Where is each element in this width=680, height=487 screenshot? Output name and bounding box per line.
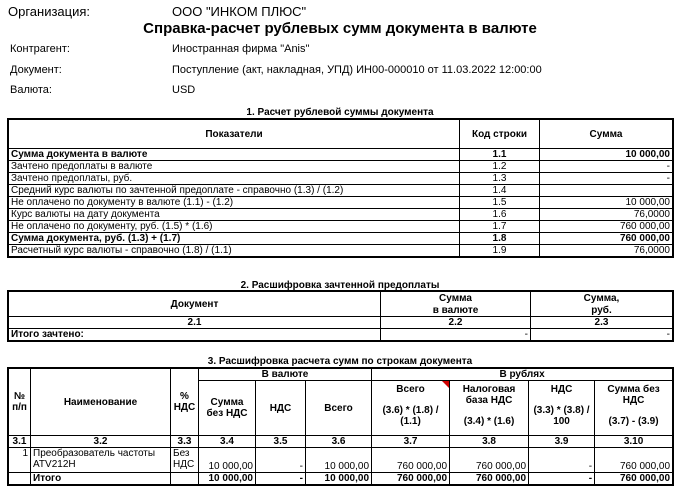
s1-row-code: 1.1: [460, 149, 540, 161]
s3-codes-row: [9, 436, 673, 448]
s3-total-vat-rate: [171, 473, 199, 485]
s2-col-sum-rub-2: руб.: [531, 304, 673, 317]
s1-row-sum: -: [540, 173, 673, 185]
s3-group-rub: В рублях: [372, 369, 673, 381]
s2-total-label: Итого зачтено:: [9, 329, 381, 341]
s3-col-num-2: п/п: [12, 402, 27, 413]
s1-row-code: 1.2: [460, 161, 540, 173]
s2-code-1: 2.1: [9, 317, 381, 329]
s1-row-label: Сумма документа, руб. (1.3) + (1.7): [9, 233, 460, 245]
s1-row-label: Не оплачено по документу в валюте (1.1) - (1.2): [9, 197, 460, 209]
s3-code-cell: 3.3: [171, 436, 199, 448]
s3-total-cur-novat: 10 000,00: [199, 473, 256, 485]
section1-title: 1. Расчет рублевой суммы документа: [246, 107, 434, 118]
s3-col-rub-novat: [595, 381, 673, 436]
document-value: Поступление (акт, накладная, УПД) ИН00-000010 от 11.03.2022 12:00:00: [172, 64, 542, 76]
s3-row-cur-vat: -: [256, 448, 306, 473]
s1-col-code: Код строки: [460, 120, 540, 149]
section2-title: 2. Расшифровка зачтенной предоплаты: [240, 280, 440, 291]
s3-total-label: Итого: [31, 473, 171, 485]
document-label: Документ:: [10, 64, 62, 76]
s3-row-rub-vat: -: [529, 448, 595, 473]
s3-code-cell: 3.9: [529, 436, 595, 448]
s3-row-cur-novat: 10 000,00: [199, 448, 256, 473]
s3-col-rub-vat: [529, 381, 595, 436]
s1-row-label: Сумма документа в валюте: [9, 149, 460, 161]
s1-row-code: 1.9: [460, 245, 540, 257]
s3-code-cell: 3.1: [9, 436, 31, 448]
s2-col-sum-currency-1: Сумма: [381, 292, 531, 305]
currency-value: USD: [172, 84, 196, 96]
s1-col-sum: Сумма: [540, 120, 673, 149]
s1-row-label: Зачтено предоплаты, руб.: [9, 173, 460, 185]
s1-row-sum: 760 000,00: [540, 221, 673, 233]
s3-col-rub-total: [372, 381, 450, 436]
s1-row-code: 1.5: [460, 197, 540, 209]
s1-row-code: 1.7: [460, 221, 540, 233]
section1-row: [9, 173, 673, 185]
s3-total-rub-vat: -: [529, 473, 595, 485]
s1-row-sum: 760 000,00: [540, 233, 673, 245]
s3-code-cell: 3.6: [306, 436, 372, 448]
comment-marker-icon: [442, 381, 449, 388]
s3-col-rub-novat-title: Сумма без НДС: [607, 384, 660, 406]
s2-total-currency: -: [381, 329, 531, 341]
s3-col-cur-vat: НДС: [256, 381, 306, 436]
s3-col-name: Наименование: [31, 369, 171, 436]
organization-label: Организация:: [8, 4, 91, 19]
s3-col-rub-total-formula: (3.6) * (1.8) / (1.1): [382, 405, 439, 427]
section2-table: [8, 291, 673, 341]
s3-row-rub-total: 760 000,00: [372, 448, 450, 473]
s3-code-cell: 3.8: [450, 436, 529, 448]
s3-row-vat-rate-1: Без: [173, 448, 190, 459]
s1-row-sum: 10 000,00: [540, 149, 673, 161]
s1-row-sum: 10 000,00: [540, 197, 673, 209]
s3-code-cell: 3.4: [199, 436, 256, 448]
s3-group-currency: В валюте: [199, 369, 372, 381]
s3-total-cur-total: 10 000,00: [306, 473, 372, 485]
s1-row-sum: -: [540, 161, 673, 173]
section1-row: [9, 185, 673, 197]
s3-code-cell: 3.10: [595, 436, 673, 448]
s3-total-rub-base: 760 000,00: [450, 473, 529, 485]
s2-code-3: 2.3: [531, 317, 673, 329]
s3-col-vat-rate: [171, 369, 199, 436]
s3-col-rub-base-title: Налоговая база НДС: [462, 384, 516, 406]
section1-row: [9, 209, 673, 221]
s1-row-sum: 76,0000: [540, 245, 673, 257]
s2-total-rub: -: [531, 329, 673, 341]
s3-col-vat-rate-1: %: [180, 391, 189, 402]
s3-col-rub-vat-title: НДС: [550, 384, 573, 395]
s2-col-sum-currency-2: в валюте: [381, 304, 531, 317]
s3-col-rub-total-title: Всего: [396, 384, 425, 395]
s1-row-label: Курс валюты на дату документа: [9, 209, 460, 221]
section1-row: [9, 221, 673, 233]
section1-table: [8, 119, 673, 257]
s3-total-rub-total: 760 000,00: [372, 473, 450, 485]
section3-title: 3. Расшифровка расчета сумм по строкам документа: [207, 356, 473, 367]
s1-row-label: Расчетный курс валюты - справочно (1.8) / (1.1): [9, 245, 460, 257]
s3-col-rub-novat-formula: (3.7) - (3.9): [608, 416, 659, 427]
section1-rows: [9, 149, 673, 257]
s3-row-cur-total: 10 000,00: [306, 448, 372, 473]
s1-row-code: 1.4: [460, 185, 540, 197]
organization-value: ООО "ИНКОМ ПЛЮС": [172, 4, 307, 19]
s1-row-label: Не оплачено по документу, руб. (1.5) * (1.6): [9, 221, 460, 233]
s3-col-vat-rate-2: НДС: [173, 402, 196, 413]
section1-row: [9, 245, 673, 257]
s3-total-rub-novat: 760 000,00: [595, 473, 673, 485]
section3-table: [8, 368, 673, 485]
s1-row-code: 1.6: [460, 209, 540, 221]
s3-row-name: [31, 448, 171, 473]
s3-row-name-2: ATV212H: [33, 459, 76, 470]
s3-total-cur-vat: -: [256, 473, 306, 485]
s3-col-rub-base: [450, 381, 529, 436]
s3-col-num: [9, 369, 31, 436]
counterparty-value: Иностранная фирма "Anis": [172, 43, 310, 55]
report-title: Справка-расчет рублевых сумм документа в валюте: [143, 20, 537, 37]
s3-col-rub-vat-formula: (3.3) * (3.8) / 100: [533, 405, 590, 427]
section1-row: [9, 161, 673, 173]
s1-row-label: Зачтено предоплаты в валюте: [9, 161, 460, 173]
s1-row-sum: [540, 185, 673, 197]
s1-row-sum: 76,0000: [540, 209, 673, 221]
s3-col-cur-total: Всего: [306, 381, 372, 436]
s1-row-code: 1.3: [460, 173, 540, 185]
s3-row-vat-rate: [171, 448, 199, 473]
counterparty-label: Контрагент:: [10, 43, 70, 55]
s2-code-2: 2.2: [381, 317, 531, 329]
s3-row-num: 1: [9, 448, 31, 473]
currency-label: Валюта:: [10, 84, 52, 96]
s3-col-num-1: №: [13, 391, 26, 402]
s3-col-rub-base-formula: (3.4) * (1.6): [463, 416, 515, 427]
s3-row-vat-rate-2: НДС: [173, 459, 195, 470]
s3-code-cell: 3.5: [256, 436, 306, 448]
s2-col-sum-rub-1: Сумма,: [531, 292, 673, 305]
s3-code-cell: 3.2: [31, 436, 171, 448]
s3-total-num: [9, 473, 31, 485]
s3-col-cur-novat: Сумма без НДС: [199, 381, 256, 436]
section1-row: [9, 197, 673, 209]
s3-code-cell: 3.7: [372, 436, 450, 448]
s1-row-label: Средний курс валюты по зачтенной предоплате - справочно (1.3) / (1.2): [9, 185, 460, 197]
s3-row-name-1: Преобразователь частоты: [33, 448, 156, 459]
section1-row: [9, 149, 673, 161]
s1-row-code: 1.8: [460, 233, 540, 245]
s1-col-indicators: Показатели: [9, 120, 460, 149]
section1-row: [9, 233, 673, 245]
s3-row-rub-novat: 760 000,00: [595, 448, 673, 473]
s3-row-rub-base: 760 000,00: [450, 448, 529, 473]
s2-col-document: Документ: [9, 292, 381, 317]
